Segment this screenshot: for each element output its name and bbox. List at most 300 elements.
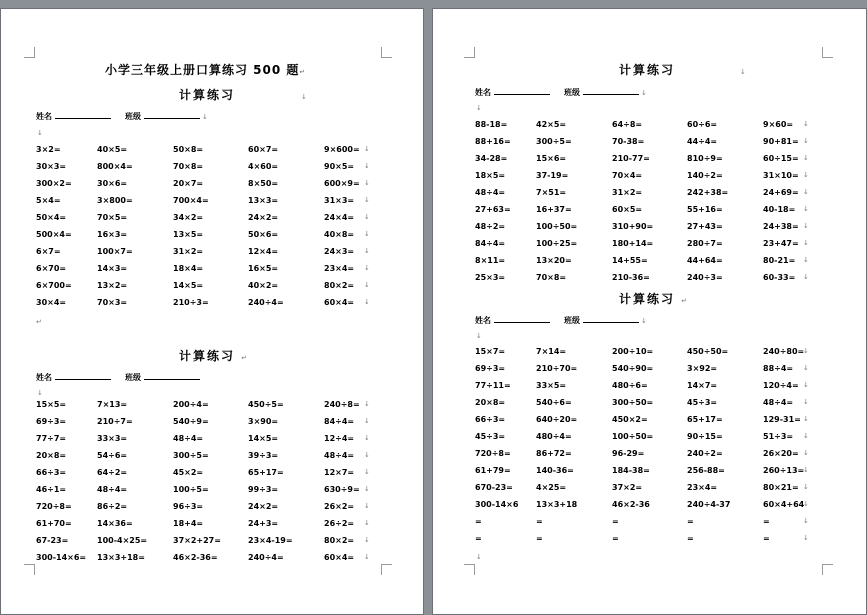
corner-mark bbox=[24, 47, 35, 58]
problem-item: 6×70= bbox=[36, 264, 67, 273]
problem-row bbox=[475, 448, 820, 465]
paragraph-mark: ↓ bbox=[803, 347, 809, 355]
paragraph-mark: ↓ bbox=[803, 120, 809, 128]
problem-item: 46÷1= bbox=[36, 485, 67, 494]
problem-item: 3×92= bbox=[687, 364, 718, 373]
problem-row bbox=[475, 272, 820, 289]
problem-row bbox=[475, 465, 820, 482]
problem-item: 30×6= bbox=[97, 179, 128, 188]
problem-item: 88÷4= bbox=[763, 364, 794, 373]
problem-item: 70×5= bbox=[97, 213, 128, 222]
paragraph-mark: ↓ bbox=[803, 534, 809, 542]
problem-row bbox=[36, 552, 376, 569]
problem-row bbox=[36, 450, 376, 467]
problem-item: 23×4= bbox=[687, 483, 718, 492]
problem-item: 14×5= bbox=[173, 281, 204, 290]
section-title: 计算练习 ↵ bbox=[179, 349, 250, 363]
paragraph-mark: ↓ bbox=[364, 247, 370, 255]
problem-item: 46×2-36= bbox=[173, 553, 218, 562]
problem-item: 23×4-19= bbox=[248, 536, 293, 545]
problem-row bbox=[475, 414, 820, 431]
problem-item: 300-14×6 bbox=[475, 500, 519, 509]
problem-row bbox=[36, 212, 376, 229]
problem-item: = bbox=[475, 517, 482, 526]
problem-item: 15×7= bbox=[475, 347, 506, 356]
problem-item: 77÷11= bbox=[475, 381, 511, 390]
problem-item: 24+3= bbox=[248, 519, 279, 528]
problem-item: 80-21= bbox=[763, 256, 796, 265]
paragraph-mark: ↓ bbox=[803, 415, 809, 423]
problem-item: 16+37= bbox=[536, 205, 572, 214]
problem-item: 540÷9= bbox=[173, 417, 209, 426]
problem-item: 210-36= bbox=[612, 273, 650, 282]
problem-item: 129-31= bbox=[763, 415, 801, 424]
problem-item: 66÷3= bbox=[475, 415, 506, 424]
paragraph-mark: ↓ bbox=[364, 213, 370, 221]
problem-item: 13×3+18 bbox=[536, 500, 578, 509]
problem-row bbox=[36, 297, 376, 314]
paragraph-mark: ↓ bbox=[364, 264, 370, 272]
problem-item: 7×51= bbox=[536, 188, 567, 197]
problem-row bbox=[36, 433, 376, 450]
paragraph-mark: ↓ bbox=[364, 468, 370, 476]
problem-item: 69÷3= bbox=[475, 364, 506, 373]
problem-row bbox=[475, 204, 820, 221]
paragraph-mark: ↓ bbox=[803, 432, 809, 440]
problem-item: 540÷90= bbox=[612, 364, 654, 373]
problem-item: 180+14= bbox=[612, 239, 654, 248]
problem-item: 31×10= bbox=[763, 171, 799, 180]
problem-item: 61+79= bbox=[475, 466, 511, 475]
problem-item: 60×4+64 bbox=[763, 500, 805, 509]
name-class-row: 姓名 班级 ↓ bbox=[475, 88, 647, 97]
problem-item: 45÷3= bbox=[687, 398, 718, 407]
problem-row bbox=[475, 346, 820, 363]
problem-item: 720÷8= bbox=[36, 502, 72, 511]
problem-item: 300÷5= bbox=[536, 137, 572, 146]
problem-item: 12×4= bbox=[248, 247, 279, 256]
class-blank[interactable] bbox=[144, 372, 200, 380]
problem-item: 84÷4= bbox=[324, 417, 355, 426]
class-label: 班级 bbox=[125, 112, 141, 121]
problem-item: 50×8= bbox=[173, 145, 204, 154]
paragraph-mark: ↓ bbox=[364, 485, 370, 493]
paragraph-mark: ↓ bbox=[364, 400, 370, 408]
problem-item: 300÷5= bbox=[173, 451, 209, 460]
problem-item: 24+69= bbox=[763, 188, 799, 197]
problem-item: 640÷20= bbox=[536, 415, 578, 424]
problem-row bbox=[36, 178, 376, 195]
problem-item: 24×3= bbox=[324, 247, 355, 256]
problem-item: 7×13= bbox=[97, 400, 128, 409]
problem-item: = bbox=[687, 534, 694, 543]
paragraph-mark: ↓ bbox=[803, 466, 809, 474]
problem-item: 54÷6= bbox=[97, 451, 128, 460]
problem-item: 810÷9= bbox=[687, 154, 723, 163]
problem-item: 240÷2= bbox=[687, 449, 723, 458]
class-label: 班级 bbox=[125, 373, 141, 382]
problem-item: 18×5= bbox=[475, 171, 506, 180]
corner-mark bbox=[381, 47, 392, 58]
problem-item: 50×4= bbox=[36, 213, 67, 222]
problem-item: 60×5= bbox=[612, 205, 643, 214]
problem-item: 80×2= bbox=[324, 536, 355, 545]
problem-item: 240÷4= bbox=[248, 553, 284, 562]
problem-item: 600×9= bbox=[324, 179, 360, 188]
paragraph-mark: ↓ bbox=[803, 398, 809, 406]
problem-item: 44÷4= bbox=[687, 137, 718, 146]
problem-grid-2 bbox=[36, 399, 376, 569]
problem-item: 42×5= bbox=[536, 120, 567, 129]
paragraph-mark: ↓ bbox=[301, 93, 307, 101]
problem-item: 60×7= bbox=[248, 145, 279, 154]
paragraph-mark: ↓ bbox=[37, 389, 43, 397]
problem-item: 60×4= bbox=[324, 553, 355, 562]
problem-item: 100÷50= bbox=[612, 432, 654, 441]
problem-item: 300×2= bbox=[36, 179, 72, 188]
page-right bbox=[432, 8, 867, 615]
problem-item: 9×600= bbox=[324, 145, 360, 154]
problem-item: 4×25= bbox=[536, 483, 567, 492]
paragraph-mark: ↵ bbox=[36, 318, 42, 326]
problem-row bbox=[475, 119, 820, 136]
problem-item: 700×4= bbox=[173, 196, 209, 205]
paragraph-mark: ↓ bbox=[803, 205, 809, 213]
problem-item: 14×5= bbox=[248, 434, 279, 443]
paragraph-mark: ↓ bbox=[364, 502, 370, 510]
paragraph-mark: ↓ bbox=[364, 417, 370, 425]
problem-item: 39÷3= bbox=[248, 451, 279, 460]
problem-item: 450×2= bbox=[612, 415, 648, 424]
problem-item: 64÷8= bbox=[612, 120, 643, 129]
problem-item: 240÷4= bbox=[248, 298, 284, 307]
problem-item: 96÷3= bbox=[173, 502, 204, 511]
problem-item: 24×2= bbox=[248, 213, 279, 222]
corner-mark bbox=[381, 564, 392, 575]
problem-item: 65+17= bbox=[687, 415, 723, 424]
name-label: 姓名 bbox=[475, 88, 491, 97]
problem-item: 310+90= bbox=[612, 222, 654, 231]
paragraph-mark: ↓ bbox=[803, 256, 809, 264]
problem-row bbox=[475, 380, 820, 397]
problem-row bbox=[36, 501, 376, 518]
problem-item: 480÷4= bbox=[536, 432, 572, 441]
problem-item: 6×700= bbox=[36, 281, 72, 290]
paragraph-mark: ↓ bbox=[37, 129, 43, 137]
problem-item: 100÷50= bbox=[536, 222, 578, 231]
problem-item: 670-23= bbox=[475, 483, 513, 492]
problem-item: 80×2= bbox=[324, 281, 355, 290]
problem-item: 65+17= bbox=[248, 468, 284, 477]
paragraph-mark: ↓ bbox=[476, 332, 482, 340]
problem-item: 33×5= bbox=[536, 381, 567, 390]
section-title: 计算练习 ↵ bbox=[619, 292, 690, 306]
name-label: 姓名 bbox=[36, 112, 52, 121]
problem-item: 27+43= bbox=[687, 222, 723, 231]
problem-row bbox=[475, 431, 820, 448]
problem-row bbox=[475, 170, 820, 187]
name-blank[interactable] bbox=[55, 111, 111, 119]
paragraph-mark: ↓ bbox=[364, 145, 370, 153]
problem-item: 40×5= bbox=[97, 145, 128, 154]
problem-item: 67-23= bbox=[36, 536, 69, 545]
problem-item: 200÷4= bbox=[173, 400, 209, 409]
problem-item: 70×8= bbox=[173, 162, 204, 171]
name-label: 姓名 bbox=[36, 373, 52, 382]
problem-item: 40-18= bbox=[763, 205, 796, 214]
problem-item: 14+55= bbox=[612, 256, 648, 265]
paragraph-mark: ↓ bbox=[803, 364, 809, 372]
problem-item: 240÷8= bbox=[324, 400, 360, 409]
problem-item: 9×60= bbox=[763, 120, 794, 129]
problem-item: 240÷80= bbox=[763, 347, 805, 356]
problem-item: 48÷4= bbox=[475, 188, 506, 197]
problem-item: 70×4= bbox=[612, 171, 643, 180]
problem-row bbox=[475, 533, 820, 550]
problem-item: 120÷4= bbox=[763, 381, 799, 390]
problem-item: 242+38= bbox=[687, 188, 729, 197]
problem-row bbox=[36, 467, 376, 484]
problem-item: 800×4= bbox=[97, 162, 133, 171]
problem-item: 140÷2= bbox=[687, 171, 723, 180]
problem-item: 210÷3= bbox=[173, 298, 209, 307]
problem-item: 37×2+27= bbox=[173, 536, 221, 545]
problem-item: 34×2= bbox=[173, 213, 204, 222]
problem-row bbox=[36, 416, 376, 433]
problem-item: 69÷3= bbox=[36, 417, 67, 426]
problem-item: 260÷13= bbox=[763, 466, 805, 475]
problem-item: 20×8= bbox=[475, 398, 506, 407]
problem-item: 51÷3= bbox=[763, 432, 794, 441]
paragraph-mark: ↓ bbox=[803, 517, 809, 525]
problem-item: 3×2= bbox=[36, 145, 61, 154]
problem-item: 630÷9= bbox=[324, 485, 360, 494]
paragraph-mark: ↓ bbox=[803, 273, 809, 281]
paragraph-mark: ↓ bbox=[803, 483, 809, 491]
name-blank[interactable] bbox=[494, 315, 550, 323]
problem-item: 99÷3= bbox=[248, 485, 279, 494]
paragraph-mark: ↓ bbox=[364, 451, 370, 459]
problem-item: 23+47= bbox=[763, 239, 799, 248]
problem-item: 26÷2= bbox=[324, 519, 355, 528]
problem-item: = bbox=[763, 534, 770, 543]
problem-row bbox=[36, 399, 376, 416]
name-blank[interactable] bbox=[55, 372, 111, 380]
corner-mark bbox=[464, 564, 475, 575]
problem-item: 300-14×6= bbox=[36, 553, 87, 562]
paragraph-mark: ↓ bbox=[364, 196, 370, 204]
problem-item: 90×5= bbox=[324, 162, 355, 171]
problem-row bbox=[475, 397, 820, 414]
problem-grid-4 bbox=[475, 346, 820, 550]
name-label: 姓名 bbox=[475, 316, 491, 325]
class-blank[interactable] bbox=[583, 315, 639, 323]
problem-item: 16×5= bbox=[248, 264, 279, 273]
problem-row bbox=[36, 484, 376, 501]
problem-item: 80×21= bbox=[763, 483, 799, 492]
problem-item: 86+72= bbox=[536, 449, 572, 458]
problem-item: 44+64= bbox=[687, 256, 723, 265]
problem-item: 26×20= bbox=[763, 449, 799, 458]
problem-item: 13×5= bbox=[173, 230, 204, 239]
problem-item: 31×2= bbox=[173, 247, 204, 256]
corner-mark bbox=[464, 47, 475, 58]
paragraph-mark: ↓ bbox=[803, 137, 809, 145]
paragraph-mark: ↓ bbox=[476, 104, 482, 112]
problem-item: 48÷4= bbox=[324, 451, 355, 460]
problem-item: 13×3= bbox=[248, 196, 279, 205]
problem-item: 24×2= bbox=[248, 502, 279, 511]
problem-item: 300÷50= bbox=[612, 398, 654, 407]
problem-item: 60×4= bbox=[324, 298, 355, 307]
problem-item: 40×8= bbox=[324, 230, 355, 239]
problem-item: 210-77= bbox=[612, 154, 650, 163]
problem-item: 13×20= bbox=[536, 256, 572, 265]
problem-row bbox=[475, 187, 820, 204]
problem-row bbox=[475, 363, 820, 380]
problem-item: 14×7= bbox=[687, 381, 718, 390]
class-label: 班级 bbox=[564, 316, 580, 325]
problem-item: 14×36= bbox=[97, 519, 133, 528]
problem-item: = bbox=[536, 517, 543, 526]
problem-item: 66÷3= bbox=[36, 468, 67, 477]
paragraph-mark: ↓ bbox=[364, 519, 370, 527]
paragraph-mark: ↓ bbox=[364, 281, 370, 289]
class-blank[interactable] bbox=[144, 111, 200, 119]
paragraph-mark: ↓ bbox=[364, 536, 370, 544]
problem-item: 70-38= bbox=[612, 137, 645, 146]
problem-item: 88+16= bbox=[475, 137, 511, 146]
problem-item: 31×2= bbox=[612, 188, 643, 197]
paragraph-mark: ↓ bbox=[364, 434, 370, 442]
problem-item: 14×3= bbox=[97, 264, 128, 273]
problem-item: 540÷6= bbox=[536, 398, 572, 407]
problem-item: 450÷50= bbox=[687, 347, 729, 356]
problem-item: 25×3= bbox=[475, 273, 506, 282]
problem-grid-3 bbox=[475, 119, 820, 289]
problem-item: 3×800= bbox=[97, 196, 133, 205]
problem-row bbox=[36, 161, 376, 178]
problem-item: 64÷2= bbox=[97, 468, 128, 477]
problem-item: 33×3= bbox=[97, 434, 128, 443]
problem-item: 20×8= bbox=[36, 451, 67, 460]
problem-item: 720÷8= bbox=[475, 449, 511, 458]
problem-item: 34-28= bbox=[475, 154, 508, 163]
paragraph-mark: ↓ bbox=[803, 171, 809, 179]
paragraph-mark: ↓ bbox=[803, 449, 809, 457]
paragraph-mark: ↓ bbox=[803, 239, 809, 247]
problem-item: 48÷4= bbox=[763, 398, 794, 407]
problem-row bbox=[475, 482, 820, 499]
problem-item: = bbox=[475, 534, 482, 543]
document-title: 小学三年级上册口算练习 500 题↵ bbox=[105, 63, 307, 77]
problem-item: 4×60= bbox=[248, 162, 279, 171]
corner-mark bbox=[24, 564, 35, 575]
problem-item: 27+63= bbox=[475, 205, 511, 214]
problem-item: = bbox=[612, 534, 619, 543]
problem-item: 16×3= bbox=[97, 230, 128, 239]
problem-item: 88-18= bbox=[475, 120, 508, 129]
problem-item: 24×4= bbox=[324, 213, 355, 222]
problem-item: = bbox=[687, 517, 694, 526]
name-class-row: 姓名 班级 ↓ bbox=[475, 316, 647, 325]
problem-item: 210÷7= bbox=[97, 417, 133, 426]
problem-row bbox=[475, 153, 820, 170]
problem-item: 30×3= bbox=[36, 162, 67, 171]
problem-row bbox=[475, 136, 820, 153]
problem-row bbox=[36, 280, 376, 297]
problem-item: = bbox=[612, 517, 619, 526]
problem-item: 200÷10= bbox=[612, 347, 654, 356]
corner-mark bbox=[822, 564, 833, 575]
paragraph-mark: ↓ bbox=[803, 154, 809, 162]
problem-item: 77÷7= bbox=[36, 434, 67, 443]
paragraph-mark: ↓ bbox=[364, 298, 370, 306]
class-blank[interactable] bbox=[583, 87, 639, 95]
problem-item: 100÷5= bbox=[173, 485, 209, 494]
problem-item: 184-38= bbox=[612, 466, 650, 475]
problem-item: 240÷4-37 bbox=[687, 500, 731, 509]
problem-row bbox=[36, 518, 376, 535]
name-blank[interactable] bbox=[494, 87, 550, 95]
problem-item: 70×3= bbox=[97, 298, 128, 307]
problem-item: 45×2= bbox=[173, 468, 204, 477]
section-title: 计算练习 bbox=[179, 88, 236, 102]
paragraph-mark: ↓ bbox=[364, 162, 370, 170]
problem-item: 18+4= bbox=[173, 519, 204, 528]
problem-item: 240÷3= bbox=[687, 273, 723, 282]
name-class-row: 姓名 班级 ↓ bbox=[36, 112, 208, 121]
problem-item: 8×11= bbox=[475, 256, 506, 265]
problem-row bbox=[475, 255, 820, 272]
problem-item: 26×2= bbox=[324, 502, 355, 511]
problem-item: 18×4= bbox=[173, 264, 204, 273]
problem-item: 256-88= bbox=[687, 466, 725, 475]
problem-item: 13×2= bbox=[97, 281, 128, 290]
problem-item: 50×6= bbox=[248, 230, 279, 239]
problem-item: 100÷25= bbox=[536, 239, 578, 248]
problem-item: 12×7= bbox=[324, 468, 355, 477]
paragraph-mark: ↓ bbox=[803, 381, 809, 389]
problem-item: 48÷2= bbox=[475, 222, 506, 231]
problem-grid-1 bbox=[36, 144, 376, 314]
paragraph-mark: ↓ bbox=[364, 553, 370, 561]
paragraph-mark: ↓ bbox=[476, 553, 482, 561]
paragraph-mark: ↓ bbox=[803, 222, 809, 230]
problem-item: = bbox=[536, 534, 543, 543]
problem-item: 60÷15= bbox=[763, 154, 799, 163]
problem-item: 480÷6= bbox=[612, 381, 648, 390]
paragraph-mark: ↓ bbox=[364, 230, 370, 238]
problem-item: 20×7= bbox=[173, 179, 204, 188]
paragraph-mark: ↓ bbox=[740, 68, 746, 76]
problem-row bbox=[36, 195, 376, 212]
problem-item: 500×4= bbox=[36, 230, 72, 239]
problem-row bbox=[36, 535, 376, 552]
problem-row bbox=[475, 516, 820, 533]
problem-row bbox=[36, 263, 376, 280]
problem-item: 15×5= bbox=[36, 400, 67, 409]
problem-item: 100×7= bbox=[97, 247, 133, 256]
problem-item: 86÷2= bbox=[97, 502, 128, 511]
problem-item: 450÷5= bbox=[248, 400, 284, 409]
problem-item: 60-33= bbox=[763, 273, 796, 282]
problem-item: 70×8= bbox=[536, 273, 567, 282]
problem-item: 140-36= bbox=[536, 466, 574, 475]
problem-item: 37-19= bbox=[536, 171, 569, 180]
problem-item: 3×90= bbox=[248, 417, 279, 426]
problem-item: 45÷3= bbox=[475, 432, 506, 441]
